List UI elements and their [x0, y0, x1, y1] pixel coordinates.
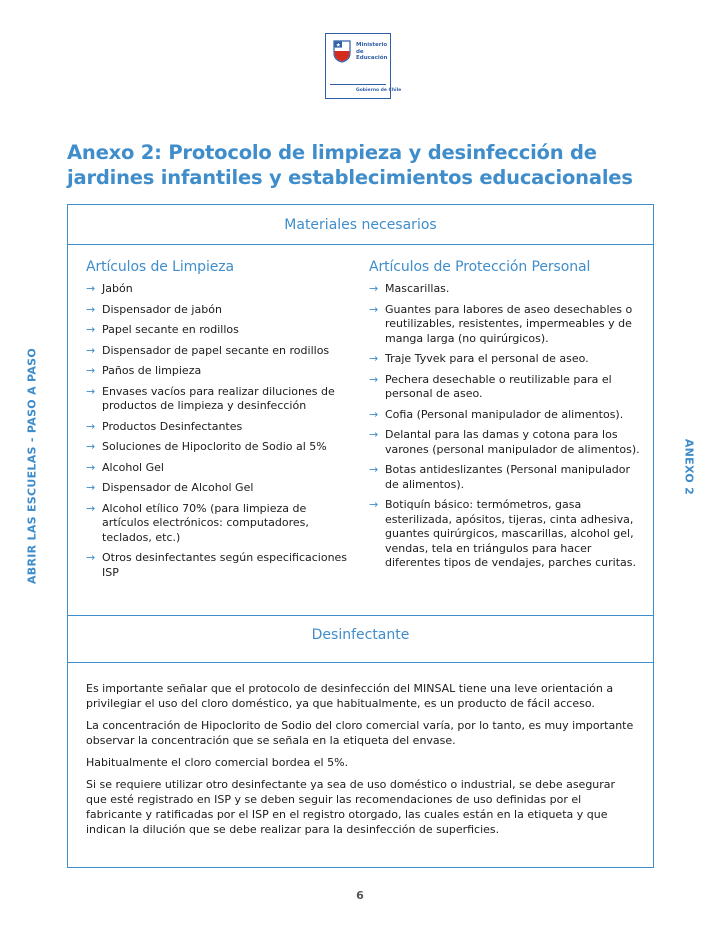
arrow-right-icon: → [369, 352, 379, 365]
list-item-text: Productos Desinfectantes [102, 419, 243, 433]
list-item-text: Dispensador de Alcohol Gel [102, 481, 254, 494]
list-item-text: Delantal para las damas y cotona para los varones (personal manipulador de alimentos). [385, 428, 640, 456]
page-title: Anexo 2: Protocolo de limpieza y desinfección de jardines infantiles y establecimientos educacionales [67, 141, 633, 189]
arrow-right-icon: → [86, 282, 96, 295]
arrow-right-icon: → [369, 463, 379, 476]
divider [68, 662, 653, 663]
list-item [369, 428, 647, 457]
list-item [86, 502, 356, 546]
ministry-logo [325, 33, 402, 99]
arrow-right-icon: → [86, 343, 96, 357]
list-item-text: Alcohol Gel [102, 460, 164, 474]
side-label-left [25, 345, 39, 587]
protocol-box [67, 204, 654, 868]
arrow-right-icon: → [369, 372, 379, 386]
list-item [369, 303, 647, 347]
list-item [86, 385, 356, 414]
protection-column [369, 259, 647, 577]
list-item-text: Traje Tyvek para el personal de aseo. [385, 352, 589, 365]
paragraph: Es importante señalar que el protocolo de desinfección del MINSAL tiene una leve orientación a privilegiar el uso del cloro doméstico, ya que habitualmente, es un producto de fácil acceso. [86, 682, 614, 710]
side-label-left-text: ABRIR LAS ESCUELAS - PASO A PASO [25, 347, 39, 585]
list-item-text: Papel secante en rodillos [102, 323, 239, 336]
list-item [369, 282, 647, 297]
protection-list [369, 282, 647, 571]
list-item [369, 463, 647, 492]
divider [68, 244, 653, 245]
list-item-text: Botas antideslizantes (Personal manipulador de alimentos). [385, 463, 631, 491]
paragraph: Si se requiere utilizar otro desinfectante ya sea de uso doméstico o industrial, se debe asegurar que esté registrado en ISP y se deben seguir las recomendaciones de uso definidas por el fabricante y ratificadas por el ISP en el registro otorgado, las cuales están en la etiqueta y que indican la dilución que se debe realizar para la desinfección de superficies. [86, 778, 616, 836]
list-item-text: Soluciones de Hipoclorito de Sodio al 5% [102, 440, 327, 453]
disinfectant-heading: Desinfectante [311, 627, 410, 643]
list-item [86, 282, 356, 297]
arrow-right-icon: → [369, 498, 379, 511]
side-label-right-text: ANEXO 2 [682, 438, 696, 496]
logo-divider [330, 84, 386, 85]
list-item [86, 303, 356, 318]
materials-heading: Materiales necesarios [284, 217, 437, 233]
list-item [369, 498, 647, 571]
list-item [86, 551, 356, 580]
divider [68, 615, 653, 616]
arrow-right-icon: → [86, 384, 96, 398]
arrow-right-icon: → [86, 302, 96, 316]
list-item-text: Dispensador de jabón [102, 302, 222, 316]
list-item [86, 364, 356, 379]
arrow-right-icon: → [369, 282, 379, 295]
arrow-right-icon: → [86, 440, 96, 453]
list-item [369, 352, 647, 367]
list-item-text: Paños de limpieza [102, 364, 202, 377]
list-item-text: Botiquín básico: termómetros, gasa esterilizada, apósitos, tijeras, cinta adhesiva, guantes quirúrgicos, mascarillas, alcohol gel, vendas, tela en triángulos para hacer diferentes tipos de vendajes, parches curitas. [385, 498, 636, 569]
paragraph: Habitualmente el cloro comercial bordea el 5%. [86, 756, 349, 769]
list-item-text: Jabón [102, 282, 133, 295]
list-item-text: Otros desinfectantes según especificaciones ISP [102, 551, 348, 579]
list-item [369, 373, 647, 402]
chile-shield-icon [332, 39, 352, 63]
arrow-right-icon: → [86, 460, 96, 474]
list-item [86, 440, 356, 455]
list-item-text: Pechera desechable o reutilizable para el personal de aseo. [385, 372, 612, 400]
logo-ministry-text: Ministerio de Educación [356, 42, 388, 61]
cleaning-title: Artículos de Limpieza [86, 259, 234, 275]
list-item-text: Mascarillas. [385, 282, 450, 295]
logo-government-text: Gobierno de Chile [356, 88, 402, 93]
arrow-right-icon: → [86, 323, 96, 336]
arrow-right-icon: → [86, 419, 96, 433]
arrow-right-icon: → [86, 364, 96, 377]
list-item [86, 461, 356, 476]
cleaning-list [86, 282, 356, 580]
list-item [86, 481, 356, 496]
list-item-text: Cofia (Personal manipulador de alimentos). [385, 407, 624, 421]
disinfectant-text [86, 681, 638, 844]
arrow-right-icon: → [369, 407, 379, 421]
arrow-right-icon: → [86, 481, 96, 494]
arrow-right-icon: → [86, 551, 96, 564]
protection-title: Artículos de Protección Personal [369, 259, 591, 275]
list-item [86, 323, 356, 338]
arrow-right-icon: → [86, 501, 96, 515]
cleaning-column [86, 259, 356, 586]
paragraph: La concentración de Hipoclorito de Sodio del cloro comercial varía, por lo tanto, es muy importante observar la concentración que se señala en la etiqueta del envase. [86, 719, 634, 747]
list-item [86, 420, 356, 435]
page-number: 6 [356, 889, 364, 902]
list-item [86, 344, 356, 359]
list-item-text: Envases vacíos para realizar diluciones de productos de limpieza y desinfección [102, 384, 335, 412]
arrow-right-icon: → [369, 302, 379, 316]
side-label-right [682, 436, 696, 498]
arrow-right-icon: → [369, 428, 379, 441]
list-item-text: Alcohol etílico 70% (para limpieza de artículos electrónicos: computadores, teclados, etc.) [102, 501, 309, 544]
list-item-text: Guantes para labores de aseo desechables o reutilizables, resistentes, impermeables y de manga larga (no quirúrgicos). [385, 302, 633, 345]
list-item [369, 408, 647, 423]
list-item-text: Dispensador de papel secante en rodillos [102, 343, 330, 357]
